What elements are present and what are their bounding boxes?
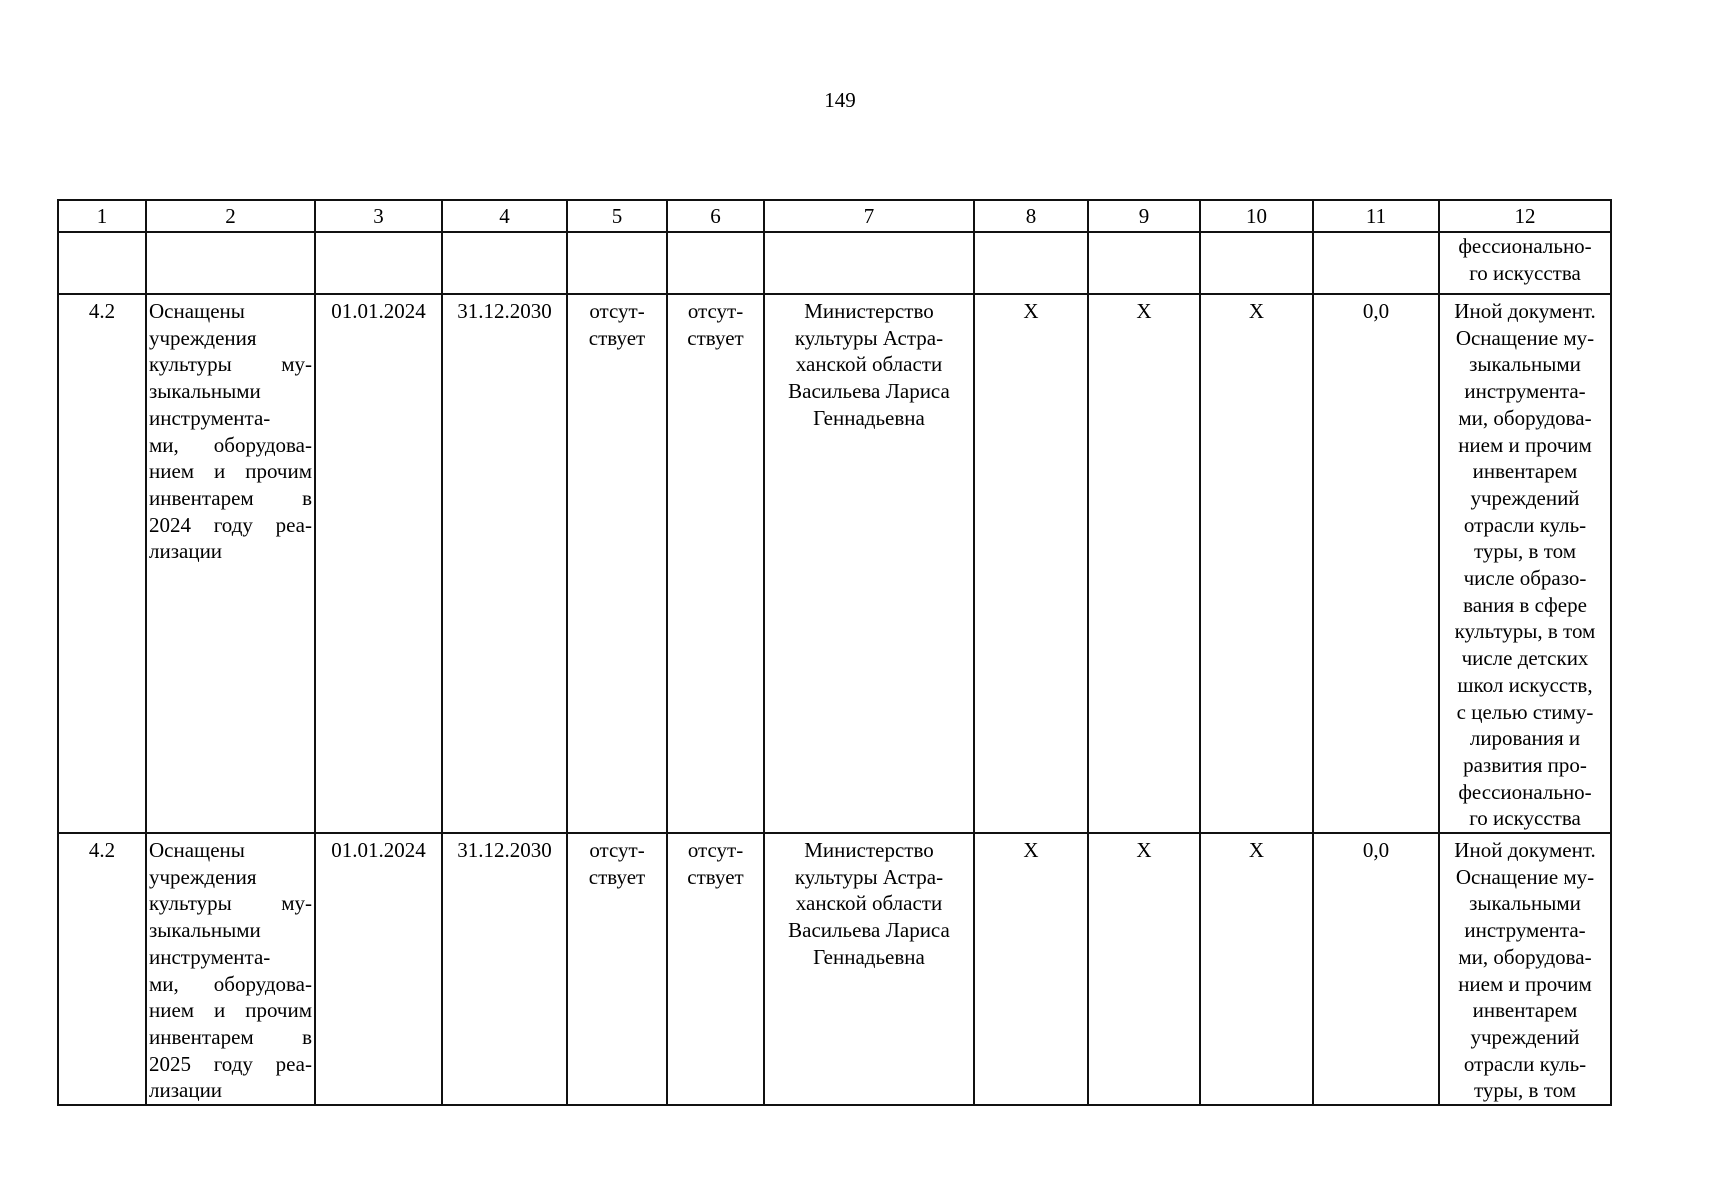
row-number-cell: 4.2 <box>58 833 146 1105</box>
col8-cell: X <box>974 833 1088 1105</box>
header-cell: 10 <box>1200 200 1313 232</box>
table-row <box>58 833 1611 1105</box>
start-date-cell: 01.01.2024 <box>315 294 442 833</box>
header-cell: 7 <box>764 200 974 232</box>
row-number-cell: 4.2 <box>58 294 146 833</box>
start-date-cell: 01.01.2024 <box>315 833 442 1105</box>
plan-table <box>57 199 1612 1106</box>
header-cell: 5 <box>567 200 667 232</box>
col5-cell: отсут- ствует <box>567 833 667 1105</box>
col10-cell: X <box>1200 833 1313 1105</box>
col6-cell: отсут- ствует <box>667 294 764 833</box>
responsible-cell: Министерство культуры Астра- ханской области Васильева Лариса Геннадьевна <box>764 294 974 833</box>
page-number: 149 <box>824 88 856 112</box>
col11-cell: 0,0 <box>1313 833 1439 1105</box>
header-cell: 12 <box>1439 200 1611 232</box>
header-cell: 3 <box>315 200 442 232</box>
table-header-row <box>58 200 1611 232</box>
header-cell: 4 <box>442 200 567 232</box>
document-description-cell: Иной документ. Оснащение му- зыкальными инструмента- ми, оборудова- нием и прочим инвентарем учреждений отрасли куль- туры, в том <box>1439 833 1611 1105</box>
col10-cell: X <box>1200 294 1313 833</box>
header-cell: 2 <box>146 200 315 232</box>
document-description-cell: Иной документ. Оснащение му- зыкальными инструмента- ми, оборудова- нием и прочим инвентарем учреждений отрасли куль- туры, в том числе образо- вания в сфере культуры, в том числе детских школ искусств, с целью стиму- лирования и развития про- фессионально- го искусства <box>1439 294 1611 833</box>
header-cell: 9 <box>1088 200 1200 232</box>
header-cell: 1 <box>58 200 146 232</box>
col6-cell: отсут- ствует <box>667 833 764 1105</box>
header-cell: 8 <box>974 200 1088 232</box>
event-name-cell: Оснащены учреждения культуры му- зыкальными инструмента- ми, оборудова- нием и прочим инвентарем в 2025 году реа- лизации <box>146 833 315 1105</box>
continuation-cell: фессионально- го искусства <box>1439 232 1611 294</box>
end-date-cell: 31.12.2030 <box>442 833 567 1105</box>
continuation-row <box>58 232 1611 294</box>
event-name-cell: Оснащены учреждения культуры му- зыкальными инструмента- ми, оборудова- нием и прочим инвентарем в 2024 году реа- лизации <box>146 294 315 833</box>
col9-cell: X <box>1088 294 1200 833</box>
col8-cell: X <box>974 294 1088 833</box>
col5-cell: отсут- ствует <box>567 294 667 833</box>
header-cell: 6 <box>667 200 764 232</box>
table-row <box>58 294 1611 833</box>
col9-cell: X <box>1088 833 1200 1105</box>
col11-cell: 0,0 <box>1313 294 1439 833</box>
responsible-cell: Министерство культуры Астра- ханской области Васильева Лариса Геннадьевна <box>764 833 974 1105</box>
end-date-cell: 31.12.2030 <box>442 294 567 833</box>
header-cell: 11 <box>1313 200 1439 232</box>
